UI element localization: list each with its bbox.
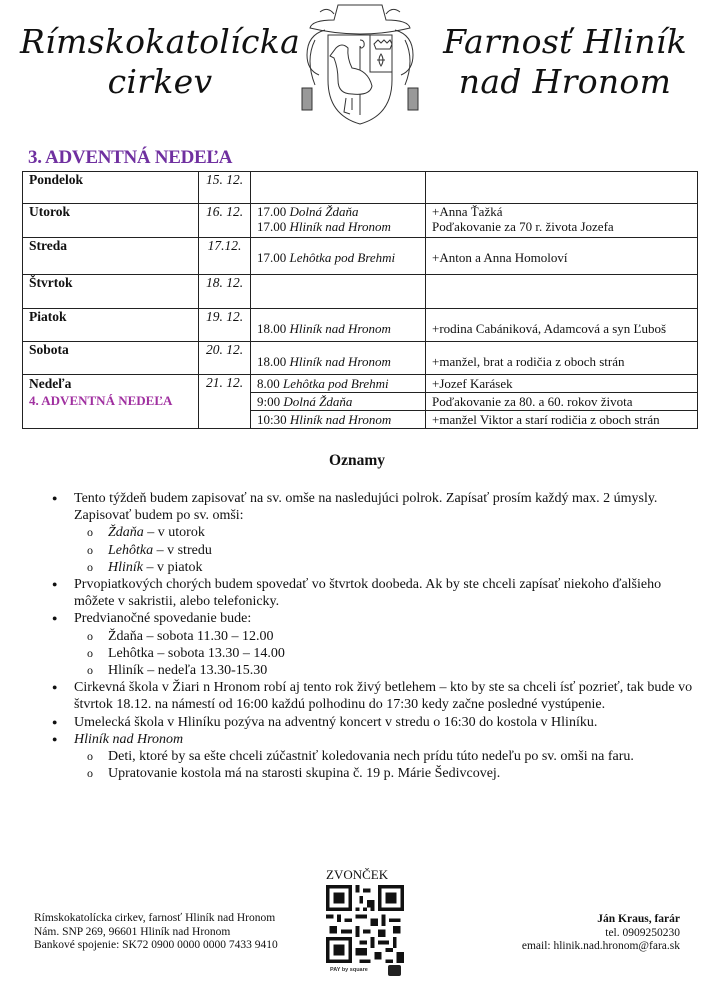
announcement-item: ● Cirkevná škola v Žiari n Hronom robí aj tento rok živý betlehem – kto by ste sa chceli ísť pozrieť, tak bude vo štvrtok 18.12. na námestí od 16:00 každú polhodinu do 17:30 kedy začne posledné vystúpenie. xyxy=(55,679,695,713)
announcement-subitem xyxy=(55,542,695,559)
announcements-list xyxy=(55,490,695,782)
mass-place: Lehôtka pod Brehmi xyxy=(289,250,396,265)
day-name: Sobota xyxy=(23,342,199,375)
day-name: Piatok xyxy=(23,309,199,342)
footer-address xyxy=(34,912,278,953)
mass-place: Hliník nad Hronom xyxy=(289,219,391,234)
mass-time: 10:30 xyxy=(257,412,287,427)
day-name: Utorok xyxy=(23,204,199,238)
mass-time: 8.00 xyxy=(257,376,280,391)
subitem-place: Lehôtka xyxy=(108,542,154,558)
mass-time: 17.00 xyxy=(257,219,287,234)
week-title: 3. ADVENTNÁ NEDEĽA xyxy=(28,147,233,168)
mass-cell xyxy=(251,275,426,309)
announcement-subitem: o Hliník – nedeľa 13.30-15.30 xyxy=(55,662,695,679)
footer-parish-name: Rímskokatolícka cirkev, farnosť Hliník nad Hronom xyxy=(34,912,276,924)
header-left-line1: Rímskokatolícka xyxy=(20,22,301,61)
header-left-line2: cirkev xyxy=(107,62,213,101)
header-right-line1: Farnosť Hliník xyxy=(443,22,687,61)
mass-cell xyxy=(251,342,426,375)
announcement-subitem: o Upratovanie kostola má na starosti skupina č. 19 p. Márie Šedivcovej. xyxy=(55,765,695,782)
announcement-subitem: o Ždaňa – sobota 11.30 – 12.00 xyxy=(55,628,695,645)
mass-place: Lehôtka pod Brehmi xyxy=(283,376,389,391)
intention-cell: Poďakovanie za 80. a 60. rokov života xyxy=(426,393,698,411)
intention: +Anna Ťažká xyxy=(432,204,503,219)
date: 16. 12. xyxy=(199,204,251,238)
announcements-title: Oznamy xyxy=(329,452,385,469)
mass-schedule-table xyxy=(22,171,698,429)
announcement-subitem xyxy=(55,524,695,541)
header-left-title xyxy=(20,22,300,102)
pay-by-square-label: PAY by square xyxy=(330,967,368,973)
header-right-line2: nad Hronom xyxy=(458,62,672,101)
day-name: Štvrtok xyxy=(23,275,199,309)
mass-time: 18.00 xyxy=(257,320,287,336)
footer-address-line: Nám. SNP 269, 96601 Hliník nad Hronom xyxy=(34,925,231,938)
announcement-subitem xyxy=(55,559,695,576)
date: 15. 12. xyxy=(199,172,251,204)
table-row xyxy=(23,342,698,375)
table-row xyxy=(23,204,698,238)
intention-cell xyxy=(426,275,698,309)
day-name: Nedeľa xyxy=(29,376,72,391)
subitem-place: Hliník xyxy=(108,559,143,575)
phone: tel. 0909250230 xyxy=(605,926,680,939)
footer-contact xyxy=(522,913,680,954)
intention-cell: +manžel Viktor a starí rodičia z oboch strán xyxy=(426,411,698,429)
subitem-place: Ždaňa xyxy=(108,525,144,541)
mass-time: 18.00 xyxy=(257,353,287,369)
priest-name: Ján Kraus, farár xyxy=(597,913,680,925)
day-cell xyxy=(23,375,199,429)
footer-bank-account: Bankové spojenie: SK72 0900 0000 0000 7433 9410 xyxy=(34,939,278,951)
mass-cell xyxy=(251,393,426,411)
mass-place: Hliník nad Hronom xyxy=(289,353,391,369)
mass-time: 17.00 xyxy=(257,250,287,265)
mass-time: 17.00 xyxy=(257,204,287,219)
announcement-subitem: o Lehôtka – sobota 13.30 – 14.00 xyxy=(55,645,695,662)
day-name: Pondelok xyxy=(23,172,199,204)
mass-cell xyxy=(251,204,426,238)
mass-time: 9:00 xyxy=(257,394,281,409)
intention-cell xyxy=(426,172,698,204)
intention-cell xyxy=(426,204,698,238)
coat-of-arms-icon xyxy=(290,0,430,128)
mass-cell xyxy=(251,172,426,204)
date: 18. 12. xyxy=(199,275,251,309)
qr-label: ZVONČEK xyxy=(326,867,389,882)
mass-place: Hliník nad Hronom xyxy=(289,320,391,336)
intention-cell: +Jozef Karásek xyxy=(426,375,698,393)
table-row xyxy=(23,309,698,342)
table-row xyxy=(23,172,698,204)
intention-cell: +manžel, brat a rodičia z oboch strán xyxy=(426,342,698,375)
subitem-text: – v utorok xyxy=(143,525,205,541)
table-row xyxy=(23,238,698,275)
day-name: Streda xyxy=(23,238,199,275)
announcement-item: ● Hliník nad Hronom xyxy=(55,731,695,748)
intention-cell: +rodina Cabániková, Adamcová a syn Ľuboš xyxy=(426,309,698,342)
announcement-subitem: o Deti, ktoré by sa ešte chceli zúčastniť koledovania nech prídu túto nedeľu po sv. omši na faru. xyxy=(55,748,695,765)
announcement-item: ● Predvianočné spovedanie bude: xyxy=(55,610,695,627)
announcement-item: ● Prvopiatkových chorých budem spovedať vo štvrtok doobeda. Ak by ste chceli zapísať niekoho ďalšieho môžete v sakristii, alebo telefonicky. xyxy=(55,576,695,610)
intention: Poďakovanie za 70 r. života Jozefa xyxy=(432,219,614,234)
announcement-item: ● Umelecká škola v Hliníku pozýva na adventný koncert v stredu o 16:30 do kostola v Hliníku. xyxy=(55,714,695,731)
date: 21. 12. xyxy=(199,375,251,429)
intention-cell: +Anton a Anna Homoloví xyxy=(426,238,698,275)
announcement-item: ● Tento týždeň budem zapisovať na sv. omše na nasledujúci polrok. Zapísať prosím každý max. 2 úmysly. Zapisovať budem po sv. omši: xyxy=(55,490,695,524)
mass-place: Dolná Ždaňa xyxy=(289,204,359,219)
mass-cell xyxy=(251,309,426,342)
table-row xyxy=(23,275,698,309)
pay-by-square-icon xyxy=(388,965,401,976)
table-row xyxy=(23,375,698,393)
date: 19. 12. xyxy=(199,309,251,342)
header-right-title xyxy=(425,22,705,102)
subitem-text: – v stredu xyxy=(153,542,212,558)
mass-cell xyxy=(251,238,426,275)
mass-cell xyxy=(251,411,426,429)
subitem-text: – v piatok xyxy=(143,559,203,575)
special-day-label: 4. ADVENTNÁ NEDEĽA xyxy=(29,393,173,408)
mass-cell xyxy=(251,375,426,393)
date: 20. 12. xyxy=(199,342,251,375)
email[interactable]: email: hlinik.nad.hronom@fara.sk xyxy=(521,940,680,952)
mass-place: Dolná Ždaňa xyxy=(283,394,353,409)
mass-place: Hliník nad Hronom xyxy=(289,412,392,427)
qr-code-icon xyxy=(326,885,404,963)
date: 17.12. xyxy=(199,238,251,275)
